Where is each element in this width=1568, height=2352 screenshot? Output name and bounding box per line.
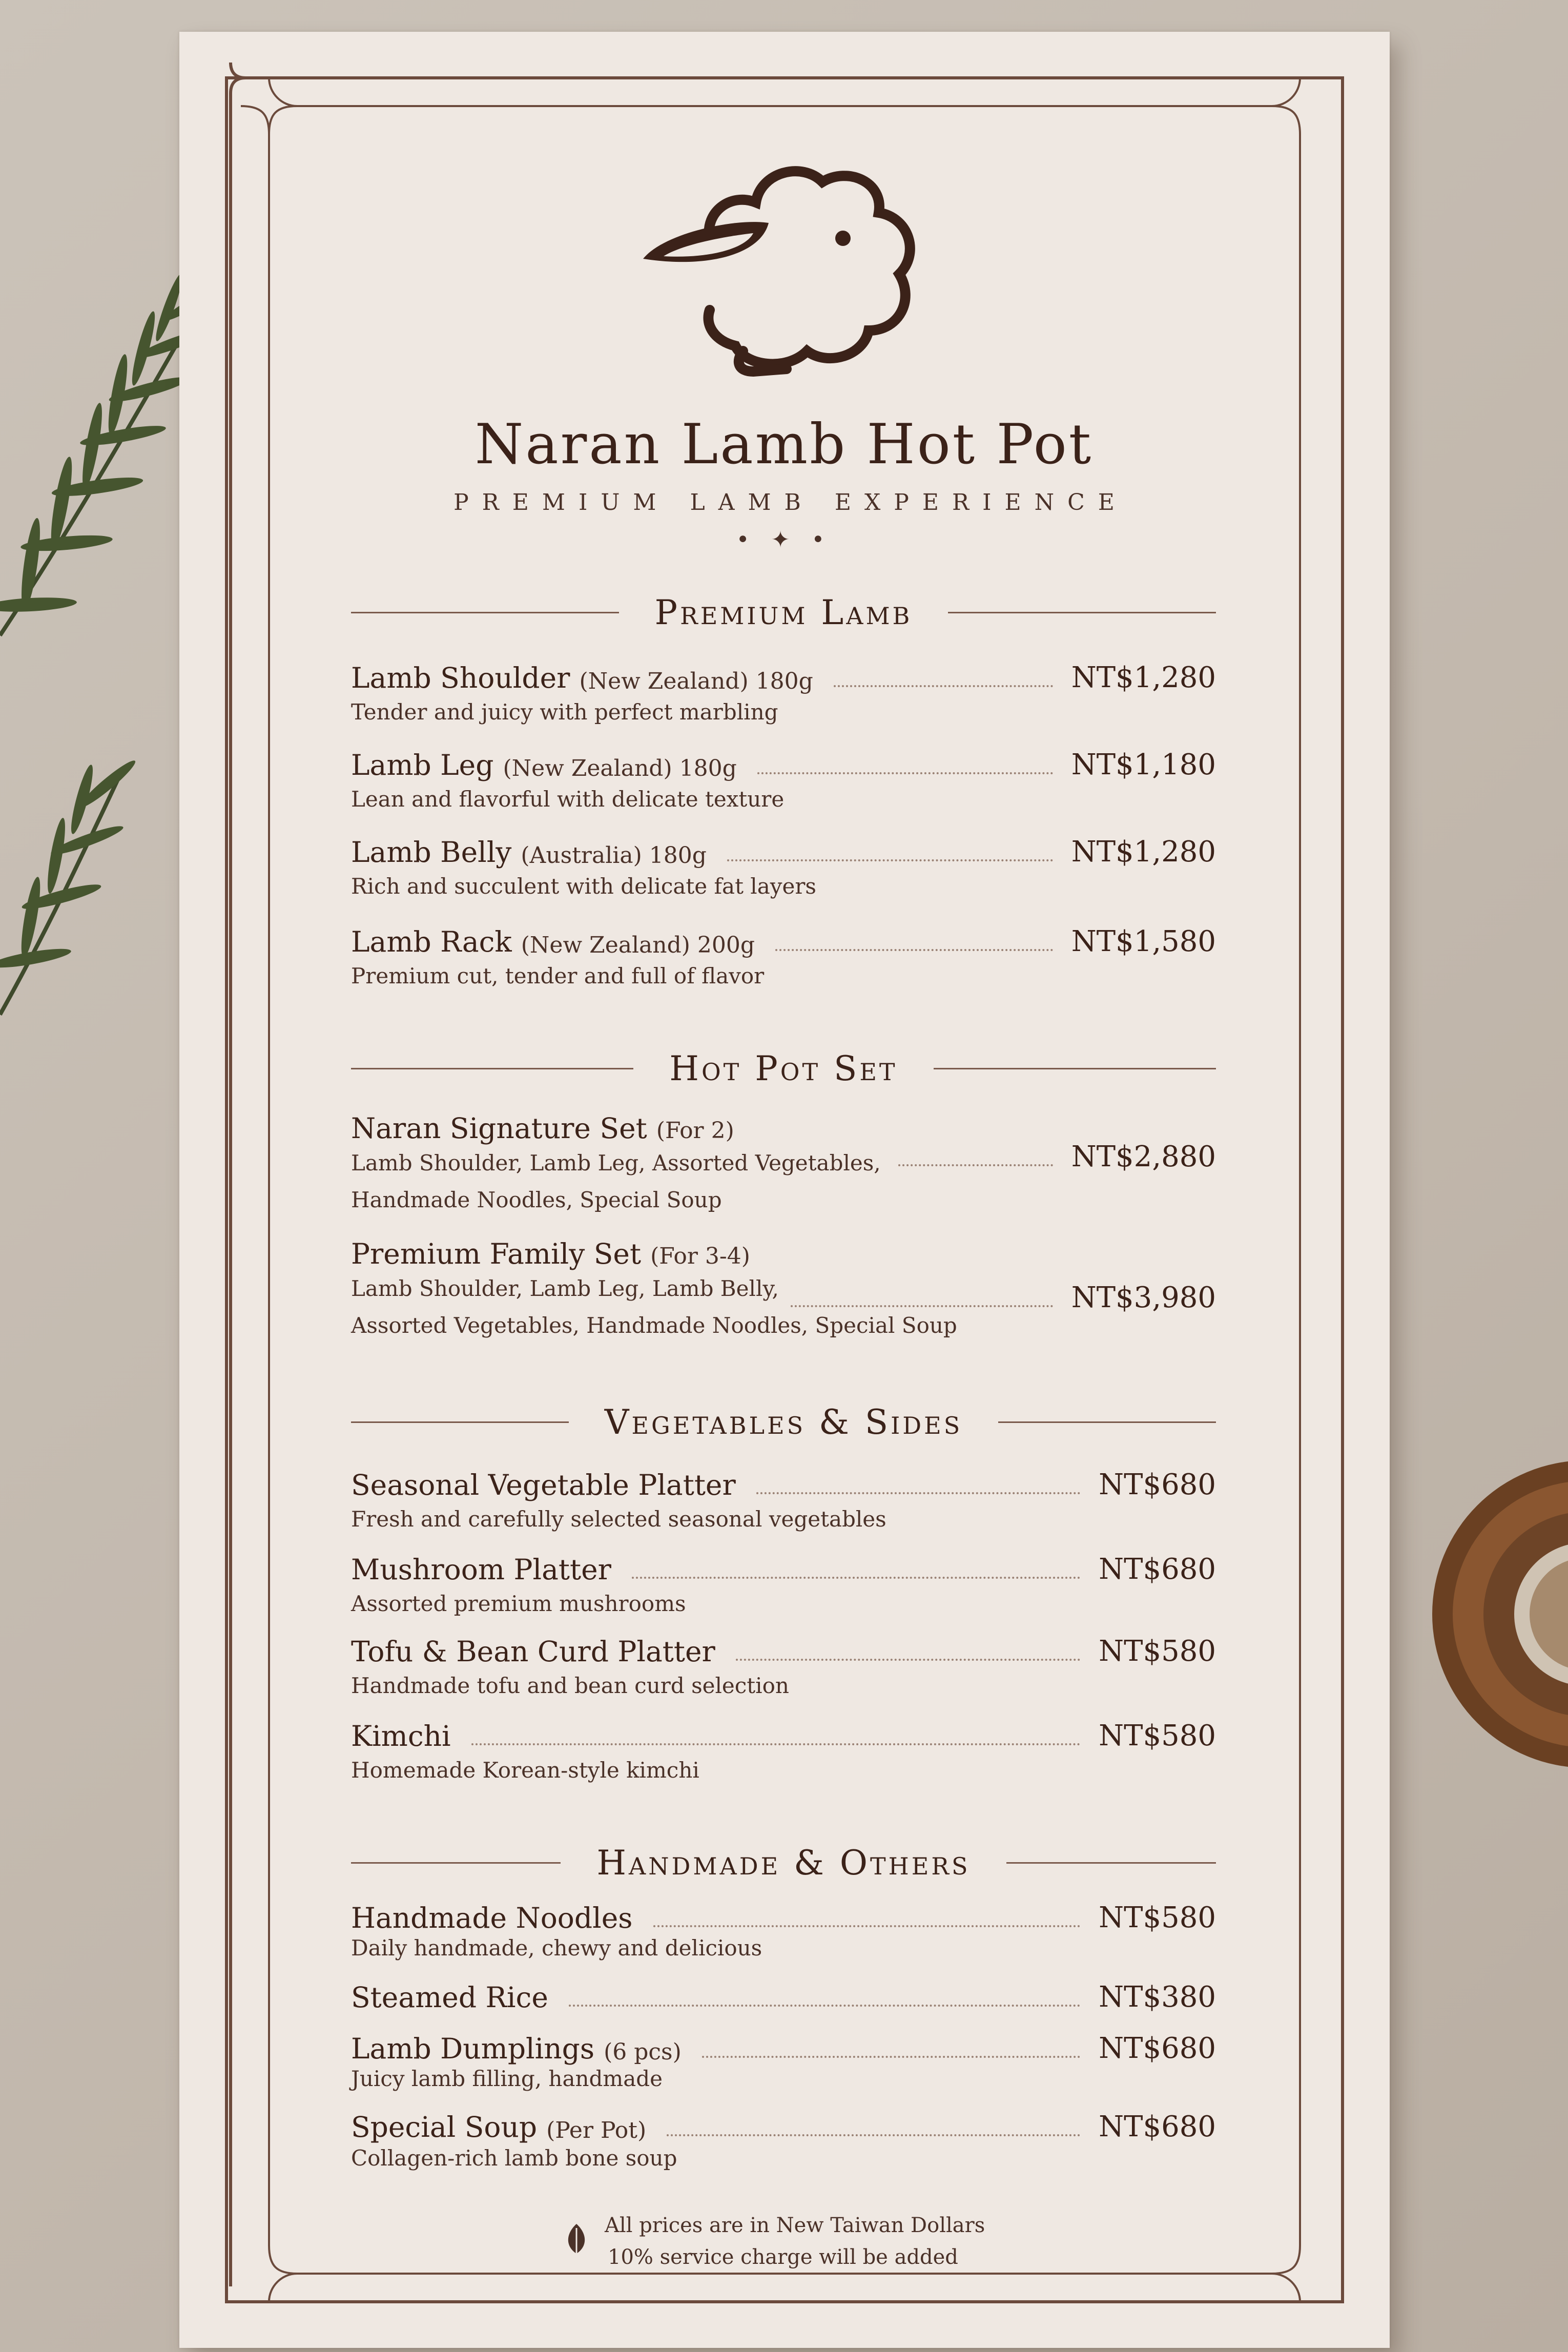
item-description: Premium cut, tender and full of flavor — [351, 963, 765, 988]
item-price: NT$580 — [1099, 1719, 1216, 1752]
bowl-decoration — [1432, 1384, 1568, 1845]
menu-item — [351, 1553, 1216, 1616]
item-name: Steamed Rice — [351, 1981, 548, 2014]
item-name: Naran Signature Set — [351, 1112, 647, 1145]
menu-item — [351, 748, 1216, 812]
item-description: Homemade Korean-style kimchi — [351, 1758, 699, 1783]
footer-service-charge-note: 10% service charge will be added — [608, 2245, 958, 2269]
item-origin: (Per Pot) — [546, 2117, 647, 2143]
item-origin: (6 pcs) — [604, 2039, 682, 2065]
item-name: Lamb Dumplings — [351, 2032, 595, 2065]
item-name: Seasonal Vegetable Platter — [351, 1469, 736, 1501]
item-price: NT$2,880 — [1071, 1140, 1216, 1173]
section-title: Vegetables & Sides — [604, 1402, 963, 1442]
item-name: Tofu & Bean Curd Platter — [351, 1635, 715, 1668]
item-description: Lean and flavorful with delicate texture — [351, 787, 785, 812]
item-price: NT$680 — [1099, 2110, 1216, 2143]
menu-item — [351, 1980, 1216, 2014]
item-origin: (New Zealand) 200g — [521, 932, 755, 958]
set-menu-item — [351, 1237, 1216, 1360]
section-header-handmade-others — [351, 1842, 1216, 1883]
item-name: Premium Family Set — [351, 1237, 642, 1270]
item-origin: (For 3-4) — [650, 1243, 750, 1269]
dot-leader — [736, 1659, 1080, 1661]
item-description: Lamb Shoulder, Lamb Leg, Assorted Vegetables, — [351, 1150, 881, 1175]
divider-line — [351, 1421, 569, 1423]
section-title: Hot Pot Set — [669, 1048, 898, 1088]
item-origin: (New Zealand) 180g — [503, 755, 737, 781]
dot-leader — [756, 1492, 1080, 1494]
tagline: PREMIUM LAMB EXPERIENCE — [453, 489, 1128, 515]
menu-item — [351, 835, 1216, 899]
set-menu-item — [351, 1112, 1216, 1235]
divider-line — [934, 1068, 1216, 1069]
item-description: Fresh and carefully selected seasonal vegetables — [351, 1507, 886, 1532]
item-name: Kimchi — [351, 1720, 451, 1752]
ornament-divider: • ✦ • — [736, 527, 832, 553]
item-description: Handmade tofu and bean curd selection — [351, 1673, 789, 1698]
dot-leader — [569, 2005, 1080, 2007]
divider-line — [1006, 1862, 1216, 1864]
item-description: Rich and succulent with delicate fat layers — [351, 874, 816, 899]
divider-line — [998, 1421, 1216, 1423]
divider-line — [948, 612, 1216, 613]
item-price: NT$1,280 — [1071, 835, 1216, 869]
item-price: NT$1,180 — [1071, 748, 1216, 781]
item-price: NT$3,980 — [1071, 1281, 1216, 1314]
divider-line — [351, 1862, 561, 1864]
item-name: Lamb Leg — [351, 749, 494, 781]
dot-leader — [727, 859, 1053, 861]
item-origin: (For 2) — [656, 1118, 734, 1144]
menu-item — [351, 1468, 1216, 1532]
dot-leader — [653, 1925, 1081, 1927]
section-header-vegetables-sides — [351, 1401, 1216, 1442]
item-price: NT$680 — [1099, 1553, 1216, 1586]
item-description: Tender and juicy with perfect marbling — [351, 699, 778, 725]
item-description: Lamb Shoulder, Lamb Leg, Lamb Belly, — [351, 1276, 779, 1301]
section-header-hot-pot-set — [351, 1048, 1216, 1089]
dot-leader — [632, 1577, 1080, 1579]
item-description: Collagen-rich lamb bone soup — [351, 2145, 677, 2171]
dot-leader — [757, 772, 1053, 774]
item-price: NT$1,280 — [1071, 661, 1216, 694]
menu-item — [351, 1901, 1216, 1961]
dot-leader — [898, 1164, 1053, 1166]
item-description: Assorted premium mushrooms — [351, 1591, 686, 1616]
menu-item — [351, 661, 1216, 725]
footer-currency-note: All prices are in New Taiwan Dollars — [605, 2214, 985, 2237]
item-description: Handmade Noodles, Special Soup — [351, 1187, 722, 1212]
item-description: Daily handmade, chewy and delicious — [351, 1935, 762, 1961]
dot-leader — [834, 685, 1053, 687]
item-name: Lamb Rack — [351, 925, 512, 958]
item-price: NT$680 — [1099, 2032, 1216, 2065]
menu-item — [351, 925, 1216, 988]
dot-leader — [471, 1743, 1080, 1745]
restaurant-name: Naran Lamb Hot Pot — [474, 412, 1094, 477]
menu-item — [351, 1719, 1216, 1783]
item-description: Assorted Vegetables, Handmade Noodles, Special Soup — [351, 1313, 957, 1338]
item-price: NT$1,580 — [1071, 925, 1216, 958]
menu-item — [351, 2032, 1216, 2091]
dot-leader — [667, 2134, 1080, 2136]
leaf-icon — [564, 2223, 589, 2259]
menu-item — [351, 1635, 1216, 1698]
section-title: Handmade & Others — [596, 1843, 971, 1883]
menu-item — [351, 2110, 1216, 2171]
item-name: Handmade Noodles — [351, 1902, 633, 1934]
item-name: Mushroom Platter — [351, 1553, 611, 1586]
dot-leader — [702, 2056, 1080, 2058]
item-origin: (Australia) 180g — [521, 842, 707, 869]
divider-line — [351, 612, 619, 613]
item-price: NT$580 — [1099, 1635, 1216, 1668]
dot-leader — [791, 1305, 1053, 1307]
item-name: Lamb Shoulder — [351, 662, 570, 694]
dot-leader — [775, 949, 1053, 951]
item-price: NT$680 — [1099, 1468, 1216, 1501]
divider-line — [351, 1068, 633, 1069]
section-title: Premium Lamb — [654, 592, 913, 632]
item-price: NT$380 — [1099, 1980, 1216, 2014]
sheep-logo — [633, 156, 935, 384]
section-header-premium-lamb — [351, 592, 1216, 633]
item-name: Lamb Belly — [351, 836, 512, 869]
item-name: Special Soup — [351, 2111, 538, 2143]
item-origin: (New Zealand) 180g — [579, 668, 813, 694]
item-description: Juicy lamb filling, handmade — [351, 2066, 663, 2091]
item-price: NT$580 — [1099, 1901, 1216, 1934]
